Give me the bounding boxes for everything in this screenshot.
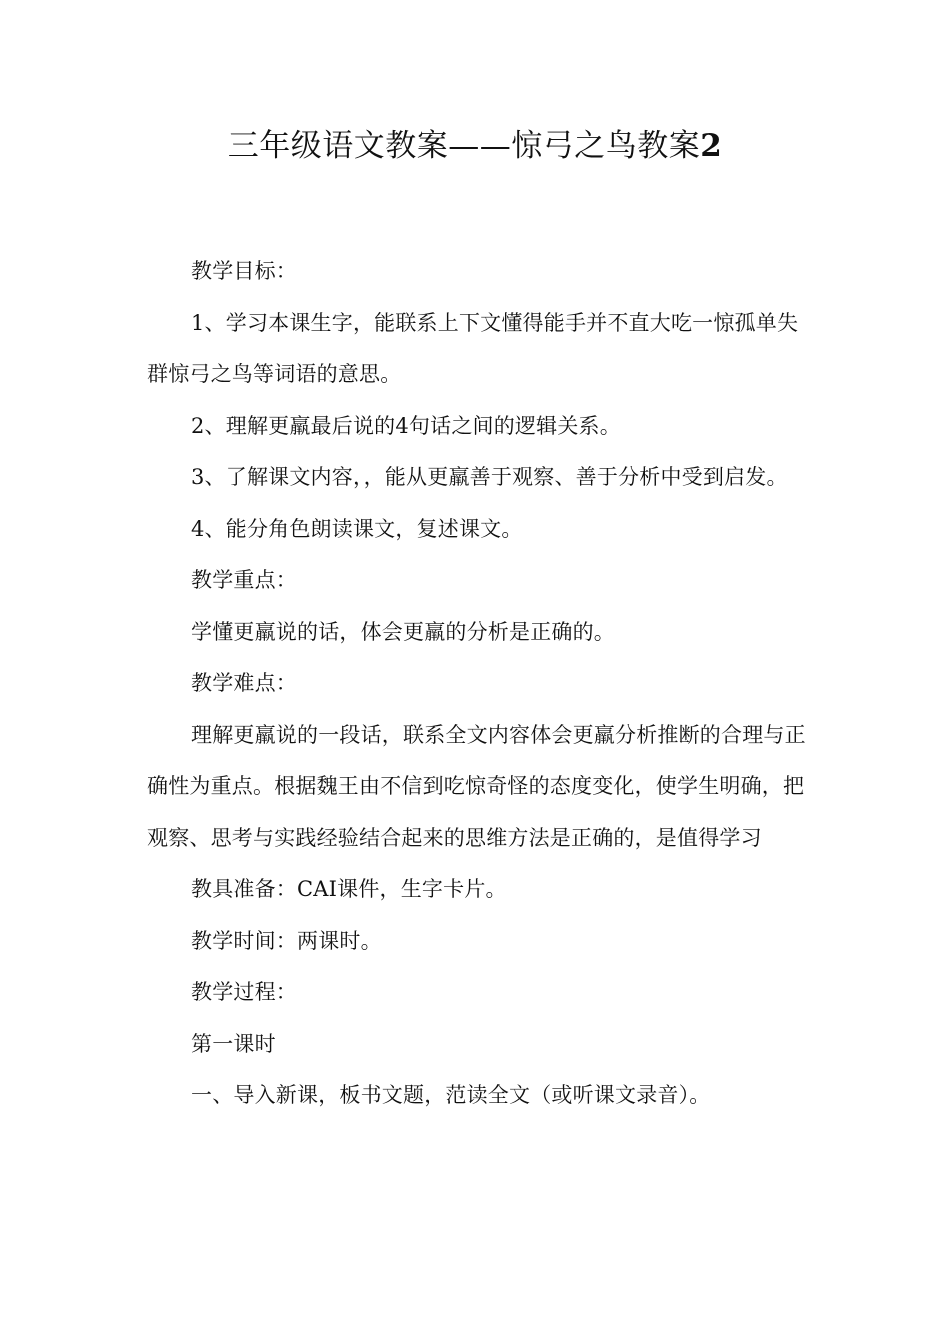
title-number: 2: [700, 128, 723, 164]
paragraph-objective-1: 1、学习本课生字，能联系上下文懂得能手并不直大吃一惊孤单失群惊弓之鸟等词语的意思。: [147, 310, 799, 386]
paragraph-key-points: 学懂更羸说的话，体会更羸的分析是正确的。: [191, 619, 615, 644]
paragraph-objective-3: 3、了解课文内容，，能从更羸善于观察、善于分析中受到启发。: [191, 465, 788, 489]
paragraph-difficulties-heading: 教学难点：: [191, 671, 297, 695]
paragraph-process-heading: 教学过程：: [191, 980, 297, 1004]
document-body: [147, 246, 807, 1122]
paragraph-first-lesson: 第一课时: [191, 1031, 276, 1056]
paragraph-objective-2: 2、理解更羸最后说的4句话之间的逻辑关系。: [191, 413, 621, 438]
paragraph-key-points-heading: 教学重点：: [191, 568, 297, 592]
paragraph-objective-4: 4、能分角色朗读课文，复述课文。: [191, 516, 523, 541]
title-text: 三年级语文教案——惊弓之鸟教案: [227, 128, 701, 164]
paragraph-duration: 教学时间：两课时。: [191, 928, 382, 953]
paragraph-objectives-heading: 教学目标：: [191, 259, 297, 283]
paragraph-difficulties: 理解更羸说的一段话，联系全文内容体会更羸分析推断的合理与正确性为重点。根据魏王由不信到吃惊奇怪的态度变化，使学生明确，把观察、思考与实践经验结合起来的思维方法是正确的，是值得学习: [147, 722, 806, 850]
document-title: [0, 124, 950, 168]
paragraph-materials: 教具准备：CAI课件，生字卡片。: [191, 877, 507, 901]
paragraph-step-1: 一、导入新课，板书文题，范读全文（或听课文录音）。: [191, 1083, 711, 1107]
